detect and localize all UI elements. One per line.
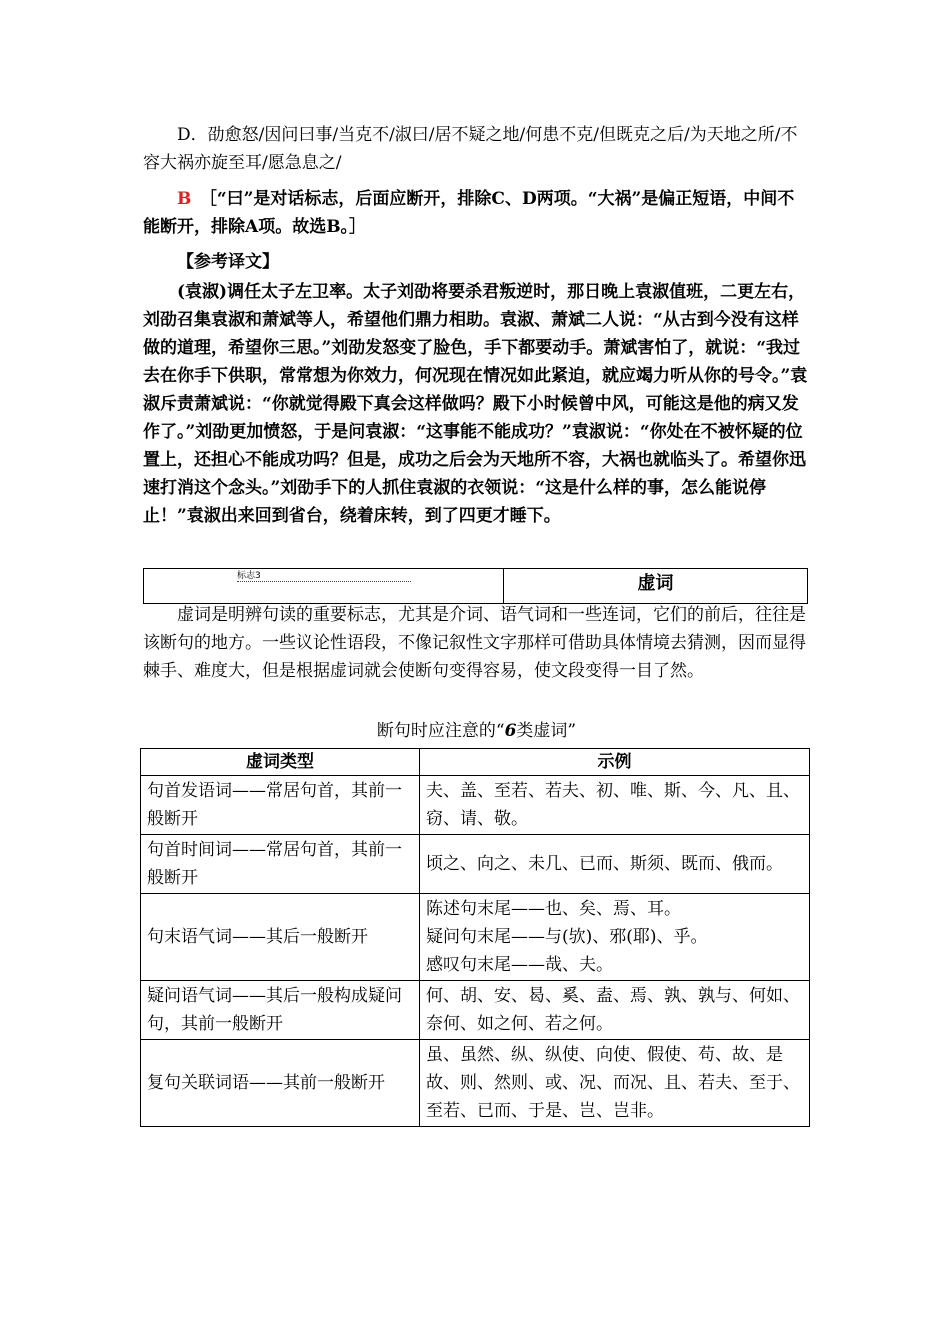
answer-explanation <box>143 185 810 241</box>
table-row <box>141 981 810 1040</box>
translation-heading: 【参考译文】 <box>177 252 279 272</box>
header-examples: 示例 <box>420 749 810 776</box>
table-row <box>141 835 810 894</box>
word-type-cell: 复句关联词语——其前一般断开 <box>141 1040 420 1127</box>
example-line: 感叹句末尾——哉、夫。 <box>426 955 613 975</box>
word-type-cell: 疑问语气词——其后一般构成疑问句，其前一般断开 <box>141 981 420 1040</box>
examples-cell <box>420 835 810 894</box>
word-type-cell: 句首发语词——常居句首，其前一般断开 <box>141 776 420 835</box>
caption-number: 6 <box>504 721 517 741</box>
explanation-text: ［“曰”是对话标志，后面应断开，排除C、D两项。“大祸”是偏正短语，中间不能断开，排除A项。故选B。］ <box>143 189 795 237</box>
caption-prefix: 断句时应注意的“ <box>376 721 505 741</box>
word-type-cell: 句末语气词——其后一般断开 <box>141 894 420 981</box>
translation-text: (袁淑)调任太子左卫率。太子刘劭将要杀君叛逆时，那日晚上袁淑值班，二更左右，刘劭召集袁淑和萧斌等人，希望他们鼎力相助。袁淑、萧斌二人说：“从古到今没有这样做的道理，希望你三思。”刘劭发怒变了脸色，手下都要动手。萧斌害怕了，就说：“我过去在你手下供职，常常想为你效力，何况现在情况如此紧迫，就应竭力听从你的号令。”袁淑斥责萧斌说：“你就觉得殿下真会这样做吗？殿下小时候曾中风，可能这是他的病又发作了。”刘劭更加愤怒，于是问袁淑：“这事能不能成功？”袁淑说：“你处在不被怀疑的位置上，还担心不能成功吗？但是，成功之后会为天地所不容，大祸也就临头了。希望你迅速打消这个念头。”刘劭手下的人抓住袁淑的衣领说：“这是什么样的事，怎么能说停止！”袁淑出来回到省台，绕着床转，到了四更才睡下。 <box>143 282 808 526</box>
example-line: 疑问句末尾——与(欤)、邪(耶)、乎。 <box>426 927 708 947</box>
section-header <box>143 568 808 604</box>
function-words-table <box>140 748 810 1127</box>
examples-cell <box>420 981 810 1040</box>
word-type-cell: 句首时间词——常居句首，其前一般断开 <box>141 835 420 894</box>
examples-cell <box>420 776 810 835</box>
example-line: 陈述句末尾——也、矣、焉、耳。 <box>426 899 681 919</box>
example-line: 虽、虽然、纵、纵使、向使、假使、苟、故、是故、则、然则、或、况、而况、且、若夫、至于、至若、已而、于是、岂、岂非。 <box>426 1045 800 1121</box>
example-line: 夫、盖、至若、若夫、初、唯、斯、今、凡、且、窃、请、敬。 <box>426 781 800 829</box>
example-line: 何、胡、安、曷、奚、盍、焉、孰、孰与、何如、奈何、如之何、若之何。 <box>426 986 800 1034</box>
option-d: D．劭愈怒/因问曰事/当克不/淑曰/居不疑之地/何患不克/但既克之后/为天地之所/不容大祸亦旋至耳/愿急息之/ <box>143 125 798 173</box>
section-tag: 标志3 <box>237 571 411 582</box>
caption-suffix: 类虚词” <box>516 721 577 741</box>
table-row <box>141 1040 810 1127</box>
example-line: 顷之、向之、未几、已而、斯须、既而、俄而。 <box>426 854 783 874</box>
table-header-row <box>141 749 810 776</box>
answer-letter: B <box>177 189 192 209</box>
table-caption <box>143 718 810 744</box>
intro-text: 虚词是明辨句读的重要标志，尤其是介词、语气词和一些连词，它们的前后，往往是该断句的地方。一些议论性语段，不像记叙性文字那样可借助具体情境去猜测，因而显得棘手、难度大，但是根据虚词就会使断句变得容易，使文段变得一目了然。 <box>143 605 806 681</box>
table-row <box>141 776 810 835</box>
header-type: 虚词类型 <box>141 749 420 776</box>
examples-cell <box>420 894 810 981</box>
section-heading: 虚词 <box>637 573 674 594</box>
examples-cell <box>420 1040 810 1127</box>
table-row <box>141 894 810 981</box>
